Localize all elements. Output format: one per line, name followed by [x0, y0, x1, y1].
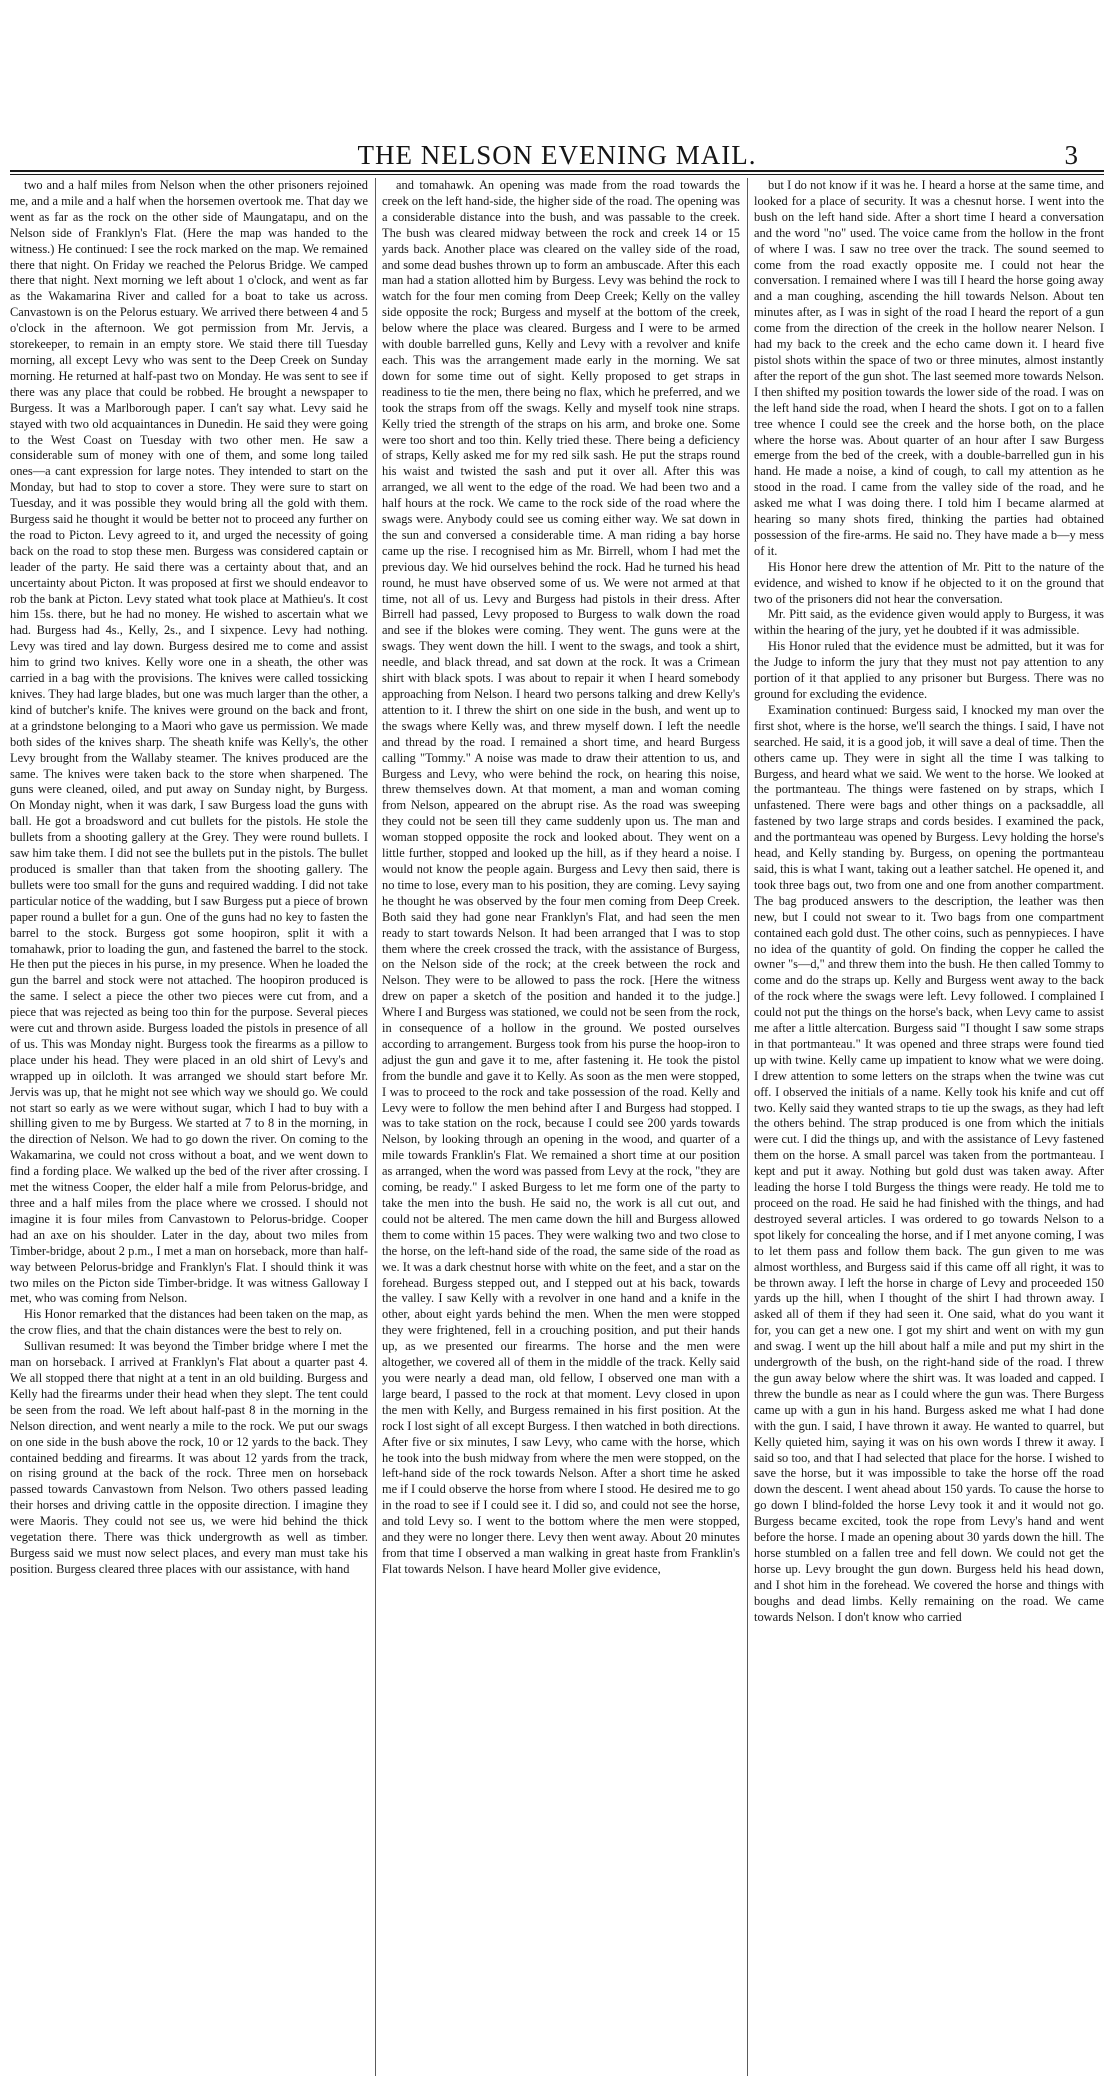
column-1-paragraph: His Honor remarked that the distances had been taken on the map, as the crow flies, and that the chain distances were the best to rely on.: [10, 1307, 368, 1338]
masthead: [0, 0, 1114, 168]
column-3-paragraph: His Honor ruled that the evidence must be admitted, but it was for the Judge to inform the jury that they must not pay attention to any portion of it that applied to any prisoner but Burgess. There was no ground for excluding the evidence.: [754, 639, 1104, 701]
column-divider: [747, 178, 748, 2076]
column-2: [382, 178, 740, 2076]
column-1-paragraph: two and a half miles from Nelson when the other prisoners rejoined me, and a mile and a half when the horsemen overtook me. That day we went as far as the rock on the other side of Maungatapu, and on the Nelson side of Franklyn's Flat. (Here the map was handed to the witness.) He continued: I see the rock marked on the map. We remained there that night. On Friday we reached the Pelorus Bridge. We camped there that night. Next morning we left about 1 o'clock, and went as far as the Wakamarina River and called for a boat to take us across. Canvastown is on the Pelorus estuary. We arrived there between 4 and 5 o'clock in the afternoon. We got permission from Mr. Jervis, a storekeeper, to remain in an empty store. We staid there till Tuesday morning, all except Levy who was sent to the Deep Creek on Sunday morning. He returned at half-past two on Monday. He was sent to see if there was any place that could be robbed. He brought a newspaper to Burgess. It was a Marlborough paper. I can't say what. Levy said he stayed with two old acquaintances in Dunedin. He said they were going to the West Coast on Tuesday with two other men. He saw a considerable sum of money with one of them, and some long tailed ones—a cant expression for large notes. They intended to start on the Monday, but had to stop to cover a store. They were sure to start on Tuesday, and it was possible they would bring all the gold with them. Burgess said he thought it would be better not to proceed any further on the road to Picton. Levy agreed to it, and urged the necessity of going back on the road to stop these men. Burgess was considered captain or leader of the party. He said there was a certainty about that, and an uncertainty about Picton. It was proposed at first we should endeavor to rob the bank at Picton. Levy stated what took place at Mathieu's. It cost him 15s. there, but he had no money. He wished to ascertain what we had. Burgess had 4s., Kelly, 2s., and I sixpence. Levy had nothing. Levy was tired and lay down. Burgess desired me to come and assist him to grind two knives. Kelly wore one in a sheath, the other was carried in a bag with the provisions. The knives were called tossicking knives. They had large blades, but one was much larger than the other, a kind of butcher's knife. The knives were ground on the back and front, at a grindstone belonging to a Maori who gave us permission. We made both sides of the knives sharp. The sheath knife was Kelly's, the other Levy brought from the Wallaby steamer. The knives produced are the same. The knives were taken back to the store when sharpened. The guns were cleaned, oiled, and put away on Sunday night, by Burgess. On Monday night, when it was dark, I saw Burgess load the guns with ball. He got a broadsword and cut bullets for the pistols. He stole the bullets from a shooting gallery at the Grey. They were round bullets. I saw him take them. I did not see the bullets put in the pistols. The bullet produced is smaller than that taken from the shooting gallery. The bullets were too small for the guns and required wadding. I did not take particular notice of the wadding, but I saw Burgess put a piece of brown paper round a bullet for a gun. One of the guns had no key to fasten the barrel to the stock. Burgess got some hoopiron, split it with a tomahawk, prior to loading the gun, and fastened the barrel to the stock. He then put the pieces in his purse, in my presence. When he loaded the gun the barrel and stock were not attached. The hoopiron produced is the same. I select a piece the other two pieces were cut from, and a piece that was rejected as being too thin for the purpose. Several pieces were cut and thrown aside. Burgess loaded the pistols in presence of all of us. This was Monday night. Burgess took the firearms as a pillow to place under his head. They were placed in an old shirt of Levy's and wrapped up in oilcloth. It was arranged we should start before Mr. Jervis was up, that he might not see which way we should go. We could not start so early as we were without sugar, which I had to buy with a shilling given to me by Burgess. We started at 7 to 8 in the morning, in the direction of Nelson. We had to go down the river. On coming to the Wakamarina, we could not cross without a boat, and we went down to find a fording place. We walked up the bed of the river after crossing. I met the witness Cooper, the elder half a mile from Pelorus-bridge, and three and a half miles from the place where we crossed. I should not imagine it is four miles from Canvastown to Pelorus-bridge. Cooper had an axe on his shoulder. Later in the day, about two miles from Timber-bridge, about 2 p.m., I met a man on horseback, more than half-way between Pelorus-bridge and Franklyn's Flat. I should think it was two miles on the Picton side Timber-bridge. It was witness Galloway I met, who was coming from Nelson.: [10, 178, 368, 1306]
header-rule-thick: [10, 170, 1104, 172]
column-3: [754, 178, 1104, 2076]
column-3-paragraph: Mr. Pitt said, as the evidence given would apply to Burgess, it was within the hearing of the jury, yet he doubted if it was admissible.: [754, 607, 1104, 638]
column-3-paragraph: but I do not know if it was he. I heard a horse at the same time, and looked for a place of security. It was a chesnut horse. I went into the bush on the left hand side. After a short time I heard a conversation and the word "no" used. The voice came from the hollow in the front of where I was. I saw no tree over the track. The sound seemed to come from the road exactly opposite me. I could not hear the conversation. I remained where I was till I heard the horse going away and a man coughing, ascending the hill towards Nelson. About ten minutes after, as I was in sight of the road I heard the report of a gun come from the direction of the creek in the hollow nearer Nelson. I had my back to the creek and the echo came down it. I heard five pistol shots within the space of two or three minutes, almost instantly after the report of the gun shot. The last seemed more towards Nelson. I then shifted my position towards the lower side of the road. I was on the left hand side the road, when I heard the shots. I got on to a fallen tree whence I could see the creek and the horse both, on the place where the horse was. About quarter of an hour after I saw Burgess emerge from the bed of the creek, with a double-barrelled gun in his hand. He made a noise, a kind of cough, to call my attention as he stood in the road. I came from the valley side of the road, and he asked me what I was doing there. I told him I became alarmed at hearing so many shots fired, thinking the parties had obtained possession of the fire-arms. He said no. They have made a b—y mess of it.: [754, 178, 1104, 558]
column-divider: [375, 178, 376, 2076]
column-1: [10, 178, 368, 2076]
page-number: 3: [1064, 140, 1078, 170]
column-1-paragraph: Sullivan resumed: It was beyond the Timber bridge where I met the man on horseback. I arrived at Franklyn's Flat about a quarter past 4. We all stopped there that night at a tent in an old building. Burgess and Kelly had the firearms under their head when they slept. The tent could be seen from the road. We left about half-past 8 in the morning in the Nelson direction, and went nearly a mile to the rock. We put our swags on one side in the bush above the rock, 10 or 12 yards to the back. They contained bedding and firearms. It was about 12 yards from the track, on rising ground at the back of the rock. Three men on horseback passed towards Canvastown from Nelson. Two others passed leading their horses and driving cattle in the opposite direction. I imagine they were Maoris. They could not see us, we were hid behind the thick vegetation there. There was thick undergrowth as well as timber. Burgess said we must now select places, and every man must take his position. Burgess cleared three places with our assistance, with hand: [10, 1339, 368, 1576]
column-3-paragraph: Examination continued: Burgess said, I knocked my man over the first shot, where is the horse, we'll search the things. I said, I have not searched. He said, it is a good job, it will save a deal of time. Then the others came up. They were in sight all the time I was talking to Burgess, and heard what we said. We went to the horse. We looked at the portmanteau. The things were fastened on by straps, which I unfastened. There were bags and other things on a packsaddle, all fastened by two large straps and cords besides. I examined the pack, and the portmanteau was opened by Burgess. Levy holding the horse's head, and Kelly standing by. Burgess, on opening the portmanteau said, this is what I want, taking out a leather satchel. He opened it, and took three bags out, two from one and one from another compartment. The bag produced answers to the description, the leather was then new, but I could not swear to it. Two bags from one compartment contained each gold dust. The other coins, such as pennypieces. I have no idea of the quantity of gold. On finding the copper he called the owner "s—d," and threw them into the bush. He then called Tommy to come and do the straps up. Kelly and Burgess went away to the back of the rock where the swags were left. Levy followed. I complained I could not put the things on the horse's back, when Levy came to assist me after a little altercation. Burgess said "I thought I saw some straps in that portmanteau." It was opened and three straps were found tied up with twine. Kelly came up impatient to know what we were doing. I drew attention to some letters on the straps when the twine was cut off. I observed the initials of a name. Kelly took his knife and cut off two. Kelly said they wanted straps to tie up the swags, as they had left the others behind. The strap produced is one from which the initials were cut. I did the things up, and with the assistance of Levy fastened them on the horse. A small parcel was taken from the portmanteau. I kept and put it away. Nothing but gold dust was taken away. After leading the horse I told Burgess the things were ready. He told me to proceed on the road. He said he had finished with the things, and had destroyed several articles. I was ordered to go towards Nelson to a spot likely for concealing the horse, and if I met anyone coming, I was to let them pass and follow them back. The gun given to me was almost worthless, and Burgess said if this came off all right, it was to be thrown away. I left the horse in charge of Levy and proceeded 150 yards up the hill, when I thought of the shirt I had thrown away. I asked all of them if they had seen it. One said, what do you want it for, you can get a new one. I got my shirt and went on with my gun and swag. I went up the hill about half a mile and put my shirt in the undergrowth of the bush, on the right-hand side of the road. I threw the gun away below where the shirt was. It was loaded and capped. I threw the bundle as near as I could where the gun was. There Burgess came up with a gun in his hand. Burgess asked me what I had done with the gun. I said, I have thrown it away. He wanted to quarrel, but Kelly quieted him, saying it was on his own words I threw it away. I said so too, and that I had selected that place for the horse. I wished to save the horse, but it was impossible to take the horse off the road down the descent. I went ahead about 150 yards. To cause the horse to go down I blind-folded the horse Levy took it and it would not go. Burgess became excited, took the rope from Levy's hand and went before the horse. I made an opening about 30 yards down the hill. The horse stumbled on a fallen tree and fell down. We could not get the horse up. Levy brought the gun down. Burgess held his head down, and I shot him in the forehead. We covered the horse and things with boughs and dead limbs. Kelly remaining on the road. We came towards Nelson. I don't know who carried: [754, 702, 1104, 1624]
header-rule-thin: [10, 174, 1104, 175]
column-3-paragraph: His Honor here drew the attention of Mr. Pitt to the nature of the evidence, and wished to know if he objected to it on the ground that two of the prisoners did not hear the conversation.: [754, 559, 1104, 606]
column-2-paragraph: and tomahawk. An opening was made from the road towards the creek on the left hand-side, the higher side of the road. The opening was a considerable distance into the bush, and was passable to the creek. The bush was cleared midway between the rock and creek 14 or 15 yards back. Another place was cleared on the valley side of the road, and some dead bushes thrown up to form an ambuscade. After this each man had a station allotted him by Burgess. Levy was behind the rock to watch for the four men coming from Deep Creek; Kelly on the valley side opposite the rock; Burgess and myself at the bottom of the creek, below where the place was cleared. Burgess and I were to be armed with double barrelled guns, Kelly and Levy with a revolver and knife each. This was the arrangement made early in the morning. We sat down for some time out of sight. Kelly proposed to get straps in readiness to tie the men, there being no flax, which he preferred, and we took the straps from off the swags. Kelly and myself took nine straps. Kelly tried the strength of the straps on his arm, and broke one. Some were too short and too thin. Kelly tried these. There being a deficiency of straps, Kelly asked me for my red silk sash. He put the straps round his waist and twisted the sash and put it over all. After this was arranged, we all went to the edge of the road. We had been two and a half hours at the rock. We came to the rock side of the road where the swags were. Anybody could see us coming either way. We sat down in the sun and conversed a considerable time. A man riding a bay horse came up the rise. I recognised him as Mr. Birrell, whom I had met the previous day. We hid ourselves behind the rock. Had he turned his head round, he must have observed some of us. We were not armed at that time, not all of us. Levy and Burgess had pistols in their dress. After Birrell had passed, Levy proposed to Burgess to walk down the road and see if the blokes were coming. They went. The guns were at the swags. They went down the hill. I went to the swags, and took a shirt, needle, and black thread, and sat down at the rock. It was a Crimean shirt with black spots. I was about to repair it when I heard somebody approaching from Nelson. I heard two persons talking and drew Kelly's attention to it. I threw the shirt on one side in the bush, and went up to the swags where Kelly was, and threw myself down. I left the needle and thread by the road. I remained a short time, and heard Burgess calling "Tommy." A noise was made to draw their attention to us, and Burgess and Levy, who were behind the rock, on hearing this noise, threw themselves down. At that moment, a man and woman coming from Nelson, appeared on the abrupt rise. As the road was sweeping they could not be seen till they came suddenly upon us. The man and woman stopped opposite the rock and looked about. They went on a little further, stopped and looked up the hill, as if they heard a noise. I would not know the people again. Burgess and Levy then said, there is no time to lose, every man to his position, they are coming. Levy saying he thought he was observed by the four men coming from Deep Creek. Both said they had gone near Franklyn's Flat, and had seen the men ready to start towards Nelson. It had been arranged that I was to stop them where the creek crossed the track, with the assistance of Burgess, on the Nelson side of the rock; at the creek between the rock and Nelson. They were to be allowed to pass the rock. [Here the witness drew on paper a sketch of the position and handed it to the judge.] Where I and Burgess was stationed, we could not be seen from the rock, in consequence of a hollow in the ground. We posted ourselves according to arrangement. Burgess took from his purse the hoop-iron to adjust the gun and gave it to me, after fastening it. He took the pistol from the bundle and gave it to Kelly. As soon as the men were stopped, I was to proceed to the rock and take possession of the road. Kelly and Levy were to follow the men behind after I and Burgess had stopped. I was to take station on the rock, because I could see 200 yards towards Nelson, by looking through an opening in the wood, and quarter of a mile towards Franklin's Flat. We remained a short time at our position as arranged, when the word was passed from Levy at the rock, "they are coming, be ready." I asked Burgess to let me form one of the party to take the men into the bush. He said no, the work is all cut out, and could not be altered. The men came down the hill and Burgess allowed them to come within 15 paces. They were walking two and two close to the horse, on the left-hand side of the road, the same side of the road as we. It was a dark chestnut horse with white on the feet, and a star on the forehead. Burgess stepped out, and I stepped out at his back, towards the valley. I saw Kelly with a revolver in one hand and a knife in the other, about eight yards behind the men. When the men were stopped they were frightened, fell in a crouching position, and put their hands up, as we presented our firearms. The horse and the men were altogether, we covered all of them in the middle of the track. Kelly said you were nearly a dead man, old fellow, I observed one man with a large beard, I passed to the rock at that moment. Levy closed in upon the men with Kelly, and Burgess remained in his first position. At the rock I lost sight of all except Burgess. I then watched in both directions. After five or six minutes, I saw Levy, who came with the horse, which he took into the bush midway from where the men were stopped, on the left-hand side of the rock towards Nelson. After a short time he asked me if I could observe the horse from where I stood. He desired me to go in the road to see if I could see it. I did so, and could not see the horse, and told Levy so. I went to the bottom where the men were stopped, and they were no longer there. Levy then went away. About 20 minutes from that time I observed a man walking in great haste from Franklin's Flat towards Nelson. I have heard Moller give evidence,: [382, 178, 740, 1576]
paper-title: THE NELSON EVENING MAIL.: [357, 140, 757, 170]
